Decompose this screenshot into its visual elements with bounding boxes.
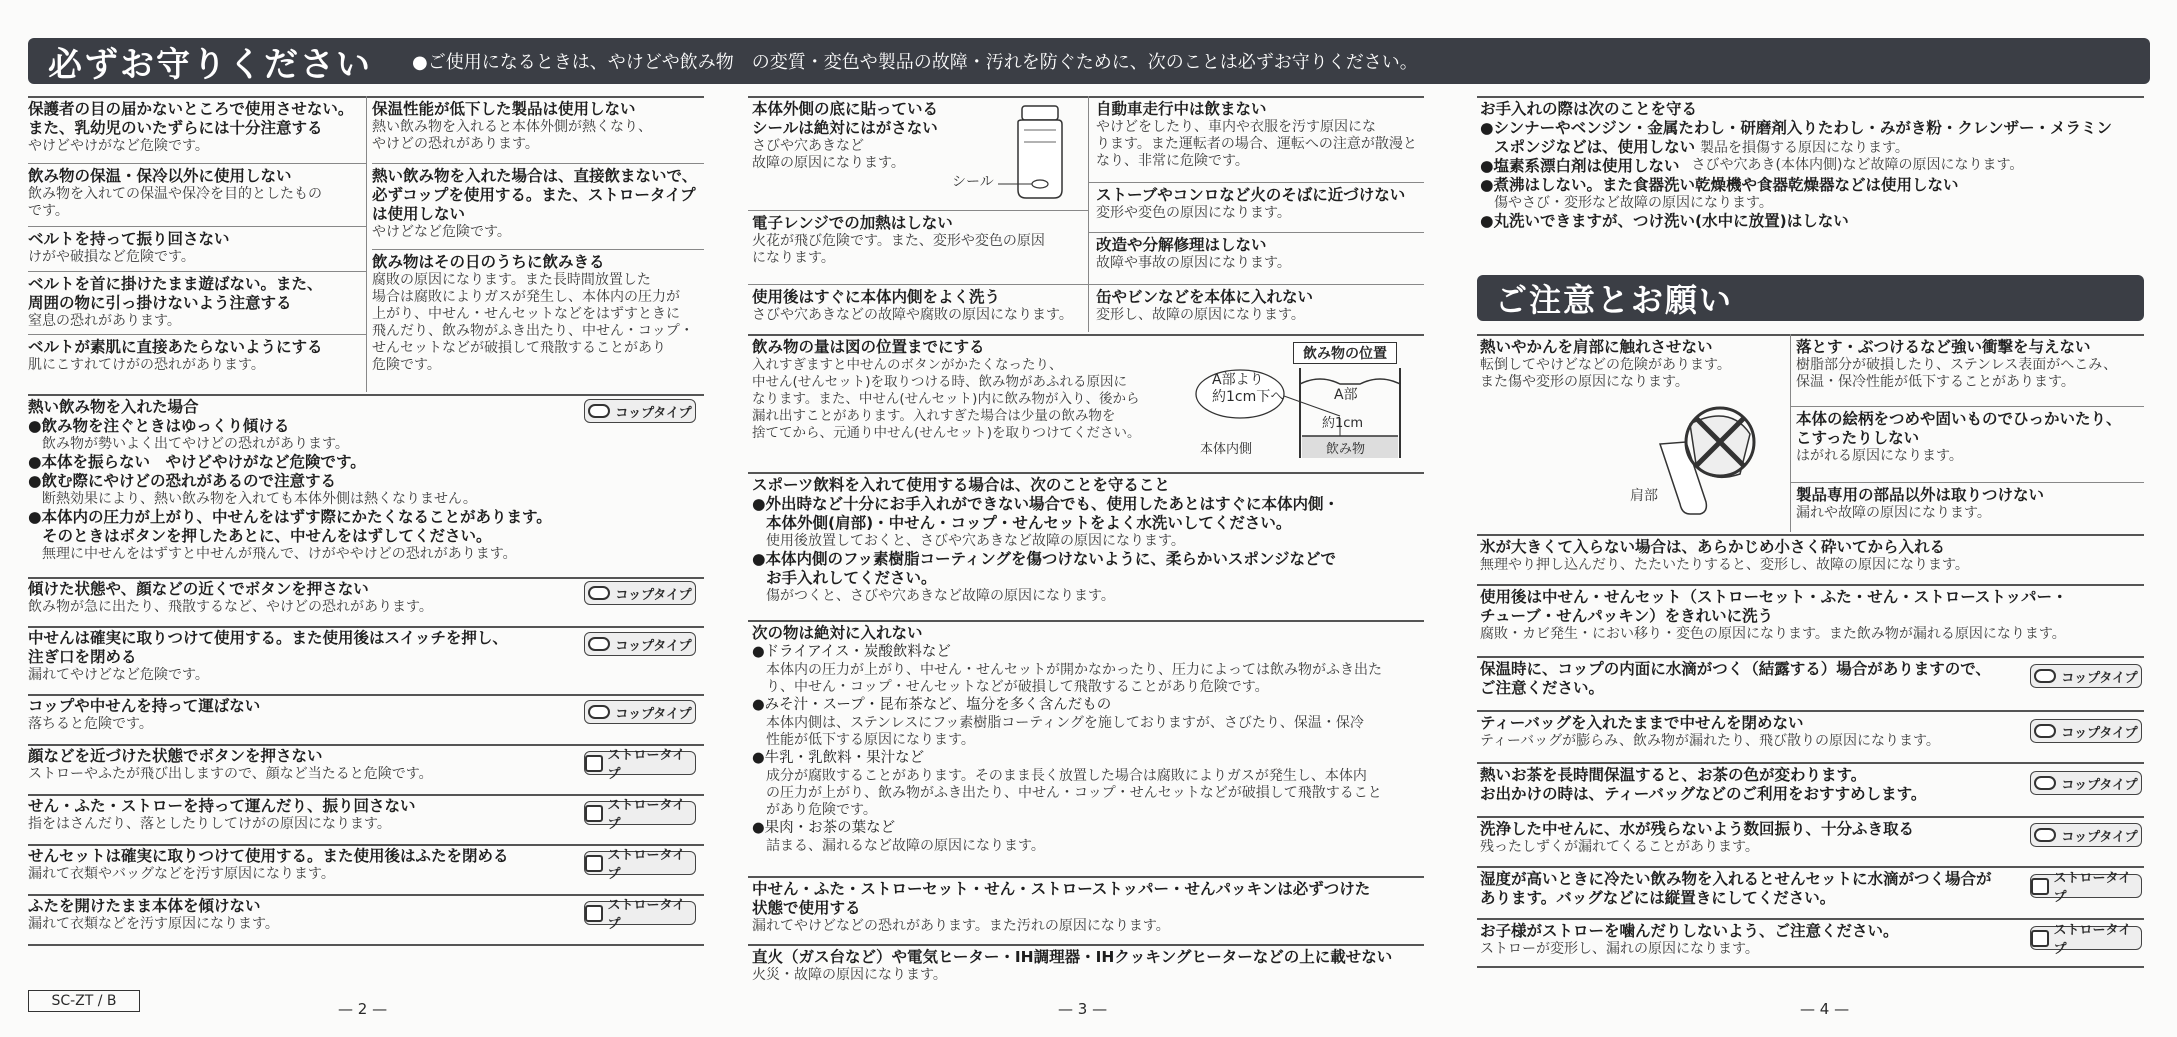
cup-type-label: コップタイプ [615, 405, 692, 421]
c3-row-7 [1480, 870, 2020, 908]
microwave-text: 火花が飛び危険です。また、変形や変色の原因 になります。 [752, 233, 1045, 266]
impact-warning [1796, 338, 2144, 391]
never-item-4: ●果肉・お茶の葉など [752, 820, 896, 836]
care-item-1-text: 製品を損傷する原因になります。 [1700, 140, 1909, 156]
c1-left-1-title: 保護者の目の届かないところで使用させない。 また、乳幼児のいたずらには十分注意する [28, 100, 354, 137]
straw-type-label: ストロータイプ [2053, 871, 2132, 905]
microwave-title: 電子レンジでの加熱はしない [752, 214, 953, 232]
c1-right-3 [372, 250, 704, 374]
hot-item-1-text: 飲み物が勢いよく出てやけどの恐れがあります。 [42, 436, 349, 452]
c1-row-7-title: ふたを開けたまま本体を傾けない [28, 897, 261, 915]
shoulder-title: 熱いやかんを肩部に触れさせない [1480, 338, 1713, 356]
cup-icon [588, 705, 610, 719]
cup-icon [2034, 828, 2056, 842]
seal-text: さびや穴あきなど 故障の原因になります。 [752, 138, 905, 171]
c1-right-1-title: 保温性能が低下した製品は使用しない [372, 100, 636, 118]
straw-icon [2031, 930, 2049, 947]
c1-right-3-title: 飲み物はその日のうちに飲みきる [372, 253, 605, 271]
c3-row-2 [1480, 588, 2144, 643]
c3-row-4 [1480, 714, 2020, 750]
microwave-warning [752, 214, 1082, 267]
cup-icon [2034, 776, 2056, 790]
cup-type-label: コップタイプ [615, 587, 692, 603]
cup-type-tag [2030, 771, 2142, 795]
straw-type-tag [584, 748, 696, 782]
c1-left-3-text: けがや破損など危険です。 [28, 249, 195, 265]
care-item-3: ●煮沸はしない。また食器洗い乾燥機や食器乾燥器などは使用しない [1480, 176, 1959, 194]
impact-text: 樹脂部分が破損したり、ステンレス表面がへこみ、 保温・保冷性能が低下することがあります。 [1796, 357, 2118, 390]
fill-level-diagram-title: 飲み物の位置 [1293, 342, 1397, 364]
warning-banner [28, 38, 2150, 84]
cup-type-label: コップタイプ [2061, 670, 2138, 686]
straw-icon [585, 805, 603, 822]
straw-icon [2031, 878, 2049, 895]
c1-row-3-text: 落ちると危険です。 [28, 716, 153, 732]
c1-row-2-title: 中せんは確実に取りつけて使用する。また使用後はスイッチを押し、 注ぎ口を閉める [28, 629, 508, 666]
c1-left-5 [28, 335, 358, 379]
fill-level-title: 飲み物の量は図の位置までにする [752, 338, 985, 356]
c1-row-3 [28, 697, 568, 733]
care-item-2: ●塩素系漂白剤は使用しない [1480, 157, 1680, 175]
kettle-prohibited-illustration [1620, 384, 1780, 528]
care-item-3-text: 傷やさび・変形など故障の原因になります。 [1494, 195, 1773, 211]
never-item-1-text: 本体内の圧力が上がり、中せん・せんセットが開かなかったり、圧力によっては飲み物がふき出た り、中せん・コップ・せんセットなどが破損して飛散することがあり危険です。 [766, 662, 1382, 695]
cup-icon [2034, 724, 2056, 738]
hot-title: 熱い飲み物を入れた場合 [28, 398, 199, 416]
c1-right-2-text: やけどなど危険です。 [372, 224, 511, 240]
parts-title: 製品専用の部品以外は取りつけない [1796, 486, 2045, 504]
heater-text: 火災・故障の原因になります。 [752, 967, 947, 983]
c1-left-1-text: やけどやけがなど危険です。 [28, 138, 209, 154]
c1-left-5-text: 肌にこすれてけがの恐れがあります。 [28, 357, 265, 373]
approx-label: 約1cm [1322, 416, 1364, 431]
cup-type-label: コップタイプ [615, 638, 692, 654]
hot-item-1: ●飲み物を注ぐときはゆっくり傾ける [28, 417, 290, 435]
c1-row-1-title: 傾けた状態や、顔などの近くでボタンを押さない [28, 580, 369, 598]
straw-type-tag [584, 798, 696, 832]
scratch-warning [1796, 410, 2144, 465]
never-item-3: ●牛乳・乳飲料・果汁など [752, 750, 925, 766]
c1-left-5-title: ベルトが素肌に直接あたらないようにする [28, 338, 323, 356]
c3-row-3 [1480, 660, 2020, 698]
c3-row-8-title: お子様がストローを噛んだりしないよう、ご注意ください。 [1480, 922, 1899, 940]
stove-warning [1096, 186, 1424, 222]
page-number-2: — 2 — [338, 1000, 388, 1018]
c1-right-2 [372, 164, 704, 249]
straw-type-label: ストロータイプ [607, 848, 686, 882]
straw-type-label: ストロータイプ [607, 898, 686, 932]
c1-row-7-text: 漏れて衣類などを汚す原因になります。 [28, 916, 279, 932]
cup-icon [2034, 669, 2056, 683]
never-title: 次の物は絶対に入れない [752, 624, 923, 642]
c1-left-2 [28, 164, 358, 226]
c3-row-1 [1480, 538, 2144, 574]
care-section [1480, 100, 2144, 231]
shoulder-text: 転倒してやけどなどの危険があります。 また傷や変形の原因になります。 [1480, 357, 1731, 390]
straw-type-label: ストロータイプ [607, 748, 686, 782]
care-row-2 [1480, 157, 2144, 176]
fill-level-callout: A部より 約1cm下へ [1212, 372, 1285, 405]
shoulder-label: 肩部 [1630, 488, 1658, 504]
sports-item-1: ●外出時など十分にお手入れができない場合でも、使用したあとはすぐに本体内側・ 本体外側(肩部)・中せん・コップ・せんセットをよく水洗いしてください。 [752, 495, 1340, 532]
c1-row-4 [28, 747, 568, 783]
straw-type-tag [2030, 871, 2142, 905]
seal-title: 本体外側の底に貼っている シールは絶対にはがさない [752, 100, 939, 137]
cup-icon [588, 637, 610, 651]
heater-title: 直火（ガス台など）や電気ヒーター・IH調理器・IHクッキングヒーターなどの上に載せない [752, 948, 1393, 966]
cup-type-tag [584, 632, 696, 656]
driving-title: 自動車走行中は飲まない [1096, 100, 1267, 118]
sports-drink-section [752, 476, 1424, 605]
page-number-3: — 3 — [1058, 1000, 1108, 1018]
parts-text: 漏れや故障の原因になります。 [1796, 505, 1991, 521]
cup-type-tag [584, 700, 696, 724]
c3-row-6-title: 洗浄した中せんに、水が残らないよう数回振り、十分ふき取る [1480, 820, 1915, 838]
banner-title: 必ずお守りください [48, 44, 372, 85]
cup-type-tag [2030, 664, 2142, 688]
c1-left-3-title: ベルトを持って振り回さない [28, 230, 230, 248]
c1-row-5-text: 指をはさんだり、落としたりしてけがの原因になります。 [28, 816, 391, 832]
modify-text: 故障や事故の原因になります。 [1096, 255, 1291, 271]
parts-attached-text: 漏れてやけどなどの恐れがあります。また汚れの原因になります。 [752, 918, 1170, 934]
c3-row-4-text: ティーバッグが膨らみ、飲み物が漏れたり、飛び散りの原因になります。 [1480, 733, 1940, 749]
driving-text: やけどをしたり、車内や衣服を汚す原因にな ります。また運転者の場合、運転への注意が散漫と なり、非常に危険です。 [1096, 119, 1417, 169]
c1-right-2-title: 熱い飲み物を入れた場合は、直接飲まないで、 必ずコップを使用する。また、ストロータイプ は使用しない [372, 167, 698, 223]
c1-left-4 [28, 272, 358, 334]
wash-text: さびや穴あきなどの故障や腐敗の原因になります。 [752, 307, 1073, 323]
drink-label: 飲み物 [1326, 442, 1366, 457]
can-warning [1096, 288, 1424, 324]
sports-title: スポーツ飲料を入れて使用する場合は、次のことを守ること [752, 476, 1170, 494]
c1-left-2-title: 飲み物の保温・保冷以外に使用しない [28, 167, 292, 185]
cup-icon [588, 404, 610, 418]
parts-attached-title: 中せん・ふた・ストローセット・せん・ストローストッパー・せんパッキンは必ずつけた 状態で使用する [752, 880, 1371, 917]
straw-type-label: ストロータイプ [607, 798, 686, 832]
sports-item-2-text: 傷がつくと、さびや穴あきなど故障の原因になります。 [766, 588, 1115, 604]
seal-label: シール [952, 174, 994, 190]
c3-row-1-text: 無理やり押し込んだり、たたいたりすると、変形し、故障の原因になります。 [1480, 557, 1969, 573]
c1-row-2-text: 漏れてやけどなど危険です。 [28, 667, 209, 683]
cup-type-tag [2030, 823, 2142, 847]
scratch-title: 本体の絵柄をつめや固いものでひっかいたり、 こすったりしない [1796, 410, 2122, 447]
impact-title: 落とす・ぶつけるなど強い衝撃を与えない [1796, 338, 2091, 356]
c3-row-3-title: 保温時に、コップの内面に水滴がつく（結露する）場合がありますので、 ご注意ください。 [1480, 660, 1991, 697]
c1-row-6-title: せんセットは確実に取りつけて使用する。また使用後はふたを閉める [28, 847, 509, 865]
c1-right-1 [372, 100, 704, 163]
straw-type-tag [2030, 923, 2142, 957]
never-item-2-text: 本体内側は、ステンレスにフッ素樹脂コーティングを施しておりますが、さびたり、保温・保冷 性能が低下する原因になります。 [766, 715, 1364, 748]
modify-warning [1096, 236, 1424, 272]
c1-row-6 [28, 847, 588, 883]
stove-title: ストーブやコンロなど火のそばに近づけない [1096, 186, 1406, 204]
c3-row-8-text: ストローが変形し、漏れの原因になります。 [1480, 941, 1759, 957]
never-item-2: ●みそ汁・スープ・昆布茶など、塩分を多く含んだもの [752, 697, 1112, 713]
cup-type-label: コップタイプ [615, 706, 692, 722]
never-item-4-text: 詰まる、漏れるなど故障の原因になります。 [766, 838, 1045, 854]
caution-heading: ご注意とお願い [1477, 275, 2144, 321]
c1-left-2-text: 飲み物を入れての保温や保冷を目的としたもの です。 [28, 186, 322, 219]
fill-level-section [752, 338, 1182, 442]
care-item-1: ●シンナーやベンジン・金属たわし・研磨剤入りたわし・みがき粉・クレンザー・メラミン スポンジなどは、使用しない [1480, 119, 2112, 156]
cup-type-tag [584, 399, 696, 423]
a-part-label: A部 [1334, 387, 1358, 403]
hot-item-2: ●本体を振らない やけどやけがなど危険です。 [28, 453, 366, 471]
can-title: 缶やビンなどを本体に入れない [1096, 288, 1314, 306]
c1-left-1 [28, 100, 358, 163]
hot-item-3: ●飲む際にやけどの恐れがあるので注意する [28, 472, 337, 490]
fill-level-text: 入れすぎますと中せんのボタンがかたくなったり、 中せん(せんセット)を取りつける時、飲み物があふれる原因に なります。また、中せん(せんセット)内に飲み物が入り、後から 漏れ出すことがあります。入れすぎた場合は少量の飲み物を 捨ててから、元通り中せん(せんセット)を取りつけてください。 [752, 357, 1141, 441]
c3-row-8 [1480, 922, 2020, 958]
hot-item-4: ●本体内の圧力が上がり、中せんをはずす際にかたくなることがあります。 そのときはボタンを押したあとに、中せんをはずしてください。 [28, 508, 552, 545]
sports-item-1-text: 使用後放置しておくと、さびや穴あきなど故障の原因になります。 [766, 533, 1185, 549]
banner-subtitle: ●ご使用になるときは、やけどや飲み物 の変質・変色や製品の故障・汚れを防ぐために、次のことは必ずお守りください。 [412, 52, 1418, 73]
cup-type-label: コップタイプ [2061, 725, 2138, 741]
c1-row-1 [28, 580, 568, 616]
cup-type-tag [2030, 719, 2142, 743]
never-item-3-text: 成分が腐敗することがあります。そのまま長く放置した場合は腐敗によりガスが発生し、本体内 の圧力が上がり、飲み物がふき出たり、中せん・コップ・せんセットなどが破損して飛散すること があり危険です。 [766, 768, 1382, 818]
c1-row-4-title: 顔などを近づけた状態でボタンを押さない [28, 747, 323, 765]
c3-row-2-text: 腐敗・カビ発生・におい移り・変色の原因になります。また飲み物が漏れる原因になります。 [1480, 626, 2066, 642]
c3-row-6-text: 残ったしずくが漏れてくることがあります。 [1480, 839, 1759, 855]
stove-text: 変形や変色の原因になります。 [1096, 205, 1291, 221]
cup-icon [588, 586, 610, 600]
c1-row-2 [28, 629, 568, 684]
c3-row-5 [1480, 766, 2020, 804]
scratch-text: はがれる原因になります。 [1796, 448, 1963, 464]
heater-warning [752, 948, 1424, 984]
straw-type-tag [584, 848, 696, 882]
parts-attached-warning [752, 880, 1424, 935]
model-number: SC-ZT / B [28, 990, 140, 1012]
c3-row-6 [1480, 820, 2020, 856]
never-put-section [752, 624, 1424, 855]
c3-row-2-title: 使用後は中せん・せんセット（ストローセット・ふた・せん・ストローストッパー・ チューブ・せんパッキン）をきれいに洗う [1480, 588, 2068, 625]
care-title: お手入れの際は次のことを守る [1480, 100, 1698, 118]
page-number-4: — 4 — [1800, 1000, 1850, 1018]
c1-row-4-text: ストローやふたが飛び出しますので、顔など当たると危険です。 [28, 766, 433, 782]
inner-body-label: 本体内側 [1200, 442, 1253, 457]
c1-left-4-text: 窒息の恐れがあります。 [28, 313, 181, 329]
hot-item-4-text: 無理に中せんをはずすと中せんが飛んで、けがややけどの恐れがあります。 [42, 546, 517, 562]
can-text: 変形し、故障の原因になります。 [1096, 307, 1305, 323]
c3-row-7-title: 湿度が高いときに冷たい飲み物を入れるとせんセットに水滴がつく場合が あります。バッグなどには縦置きにしてください。 [1480, 870, 1992, 907]
cup-type-label: コップタイプ [2061, 829, 2138, 845]
cup-type-label: コップタイプ [2061, 777, 2138, 793]
sports-item-2: ●本体内側のフッ素樹脂コーティングを傷つけないように、柔らかいスポンジなどで お手入れしてください。 [752, 550, 1337, 587]
cup-type-tag [584, 581, 696, 605]
modify-title: 改造や分解修理はしない [1096, 236, 1267, 254]
straw-icon [585, 755, 603, 772]
parts-warning [1796, 486, 2144, 522]
hot-item-3-text: 断熱効果により、熱い飲み物を入れても本体外側は熱くなりません。 [42, 491, 477, 507]
c1-left-4-title: ベルトを首に掛けたまま遊ばない。また、 周囲の物に引っ掛けないよう注意する [28, 275, 323, 312]
care-item-4: ●丸洗いできますが、つけ洗い(水中に放置)はしない [1480, 212, 1849, 230]
straw-icon [585, 905, 603, 922]
wash-warning [752, 288, 1088, 324]
straw-icon [585, 855, 603, 872]
c1-row-5-title: せん・ふた・ストローを持って運んだり、振り回さない [28, 797, 416, 815]
c1-row-1-text: 飲み物が急に出たり、飛散するなど、やけどの恐れがあります。 [28, 599, 433, 615]
wash-title: 使用後はすぐに本体内側をよく洗う [752, 288, 1001, 306]
c3-row-4-title: ティーバッグを入れたままで中せんを閉めない [1480, 714, 1804, 732]
straw-type-tag [584, 898, 696, 932]
c3-row-1-title: 氷が大きくて入らない場合は、あらかじめ小さく砕いてから入れる [1480, 538, 1946, 556]
c1-left-3 [28, 227, 358, 271]
care-item-2-text: さびや穴あき(本体内側)など故障の原因になります。 [1691, 157, 2024, 173]
driving-warning [1096, 100, 1424, 182]
c1-row-3-title: コップや中せんを持って運ばない [28, 697, 261, 715]
c1-right-1-text: 熱い飲み物を入れると本体外側が熱くなり、 やけどの恐れがあります。 [372, 119, 652, 152]
never-item-1: ●ドライアイス・炭酸飲料など [752, 644, 951, 660]
c3-row-5-title: 熱いお茶を長時間保温すると、お茶の色が変わります。 お出かけの時は、ティーバッグなどのご利用をおすすめします。 [1480, 766, 1927, 803]
c1-row-5 [28, 797, 568, 833]
straw-type-label: ストロータイプ [2053, 923, 2132, 957]
c1-row-6-text: 漏れて衣類やバッグなどを汚す原因になります。 [28, 866, 335, 882]
c1-right-3-text: 腐敗の原因になります。また長時間放置した 場合は腐敗によりガスが発生し、本体内の圧力が 上がり、中せん・せんセットなどをはずすときに 飛んだり、飲み物がふき出たり、中せん・コップ・ せんセットなどが破損して飛散することがあり 危険です。 [372, 272, 694, 373]
c1-row-7 [28, 897, 568, 933]
